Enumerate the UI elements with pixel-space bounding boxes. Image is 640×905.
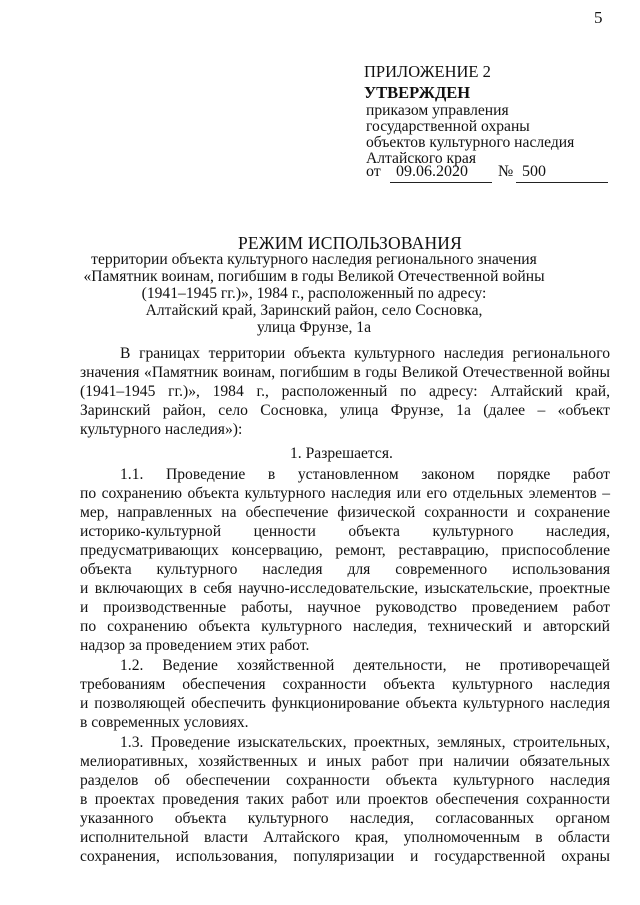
text-line: историко-культурной ценности объекта культурного наследия,	[80, 523, 610, 540]
text-line: по сохранению объекта культурного наследия, технический и авторский	[80, 618, 610, 635]
document-title: РЕЖИМ ИСПОЛЬЗОВАНИЯ	[238, 233, 463, 253]
text-line: В границах территории объекта культурного наследия регионального	[120, 345, 610, 362]
order-line: Алтайского края	[366, 150, 476, 167]
subtitle-line: «Памятник воинам, погибшим в годы Великой Отечественной войны	[83, 268, 545, 285]
text-line: надзор за проведением этих работ.	[80, 637, 310, 654]
paragraph-1-1	[80, 465, 610, 655]
page-number: 5	[594, 8, 603, 27]
intro-paragraph	[80, 344, 610, 439]
text-line: исполнительной власти Алтайского края, уполномоченным в области	[80, 829, 610, 846]
text-line: по сохранению объекта культурного наследия или его отдельных элементов –	[80, 485, 610, 502]
order-date: 09.06.2020	[396, 163, 468, 180]
text-line: значения «Памятник воинам, погибшим в годы Великой Отечественной войны	[80, 364, 610, 381]
order-line: объектов культурного наследия	[366, 134, 575, 151]
text-line: в проектах проведения таких работ или проектов обеспечения сохранности	[80, 791, 610, 808]
order-number: 500	[522, 163, 546, 180]
section-heading: 1. Разрешается.	[290, 445, 393, 462]
number-label: №	[498, 163, 514, 180]
text-line: в современных условиях.	[80, 714, 249, 731]
text-line: культурного наследия»):	[80, 421, 243, 438]
text-line: и включающих в себя научно-исследовательские, изыскательские, проектные	[80, 580, 610, 597]
text-line: мер, направленных на обеспечение физической сохранности и сохранение	[80, 504, 610, 521]
subtitle-line: Алтайский край, Заринский район, село Сосновка,	[145, 302, 483, 319]
text-line: 1.2. Ведение хозяйственной деятельности, не противоречащей	[120, 657, 610, 674]
text-line: мелиоративных, хозяйственных и иных работ при наличии обязательных	[80, 753, 610, 770]
text-line: 1.1. Проведение в установленном законом порядке работ	[120, 466, 610, 483]
text-line: предусматривающих консервацию, ремонт, реставрацию, приспособление	[80, 542, 610, 559]
text-line: сохранения, использования, популяризации и государственной охраны	[80, 848, 610, 865]
text-line: (1941–1945 гг.)», 1984 г., расположенный по адресу: Алтайский край,	[80, 383, 610, 400]
subtitle-line: улица Фрунзе, 1а	[256, 319, 372, 336]
date-underline	[390, 182, 492, 183]
paragraph-1-3	[80, 733, 610, 866]
text-line: и позволяющей обеспечить функционирование объекта культурного наследия	[80, 695, 610, 712]
text-line: требованиям обеспечения сохранности объекта культурного наследия	[80, 676, 610, 693]
text-line: 1.3. Проведение изыскательских, проектных, земляных, строительных,	[120, 734, 610, 751]
text-line: указанного объекта культурного наследия, согласованных органом	[80, 810, 610, 827]
appendix-label: ПРИЛОЖЕНИЕ 2	[364, 62, 491, 81]
number-underline	[516, 182, 608, 183]
text-line: разделов об обеспечении сохранности объекта культурного наследия	[80, 772, 610, 789]
from-label: от	[366, 163, 381, 180]
paragraph-1-2	[80, 656, 610, 732]
order-line: государственной охраны	[366, 118, 530, 135]
text-line: Заринский район, село Сосновка, улица Фрунзе, 1а (далее – «объект	[80, 402, 610, 419]
text-line: и производственные работы, научное руководство проведением работ	[80, 599, 610, 616]
text-line: объекта культурного наследия для современного использования	[80, 561, 610, 578]
order-line: приказом управления	[366, 102, 509, 119]
subtitle-line: (1941–1945 гг.)», 1984 г., расположенный по адресу:	[141, 285, 487, 302]
approved-label: УТВЕРЖДЕН	[364, 83, 471, 102]
order-date-line	[366, 163, 612, 185]
subtitle-line: территории объекта культурного наследия регионального значения	[91, 251, 537, 268]
